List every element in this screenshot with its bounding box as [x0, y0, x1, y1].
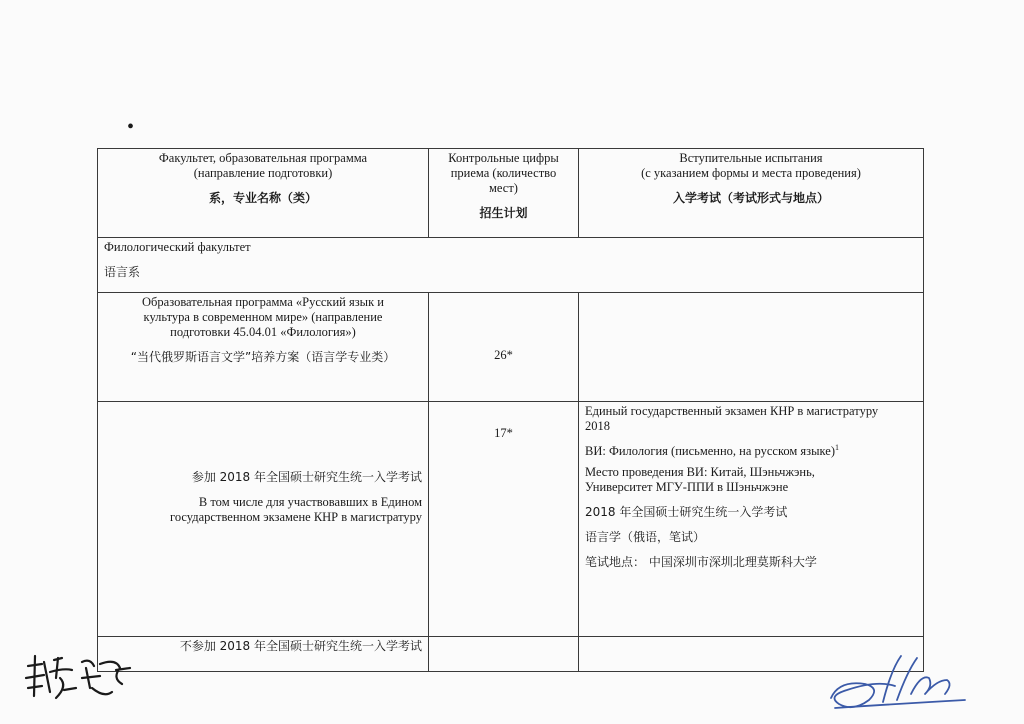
exam-ru-subject	[585, 440, 917, 459]
admission-plan-table	[97, 148, 924, 672]
header-faculty-ru-line1: Факультет, образовательная программа	[158, 151, 368, 165]
faculty-cell	[98, 238, 924, 293]
exam-ru-location-line2: Университет МГУ-ППИ в Шэньчжэне	[585, 480, 789, 495]
header-col-exams	[579, 149, 924, 238]
non-participants-cell	[98, 637, 429, 672]
bullet-mark: •	[127, 116, 135, 138]
exam-participants-cell	[98, 402, 429, 637]
signature-right	[825, 650, 975, 716]
program-exams-cell	[579, 293, 924, 402]
exam-cn-title: 2018 年全国硕士研究生统一入学考试	[585, 505, 788, 520]
header-faculty-ru-line2: (направление подготовки)	[193, 166, 333, 180]
exam-participants-ru-line2: государственном экзамене КНР в магистратуру	[170, 510, 422, 524]
signature-left	[20, 648, 140, 708]
table-header-row	[98, 149, 924, 238]
exam-details-cell	[579, 402, 924, 637]
header-faculty-cn: 系，专业名称（类）	[208, 191, 317, 205]
exam-ru-subject-text: ВИ: Филология (письменно, на русском языке)	[585, 444, 835, 459]
program-ru-line1: Образовательная программа «Русский язык и	[142, 295, 384, 309]
header-quota-ru-line2: приема (количество	[450, 166, 557, 180]
non-participants-row	[98, 637, 924, 672]
exam-quota-value: 17*	[494, 426, 513, 440]
exam-ru-location-line1: Место проведения ВИ: Китай, Шэньчжэнь,	[585, 465, 815, 480]
exam-participants-cn: 参加 2018 年全国硕士研究生统一入学考试	[191, 470, 422, 484]
program-name-cell	[98, 293, 429, 402]
header-quota-ru-line3: мест)	[489, 181, 518, 195]
program-ru-line3: подготовки 45.04.01 «Филология»)	[170, 325, 356, 339]
exam-row	[98, 402, 924, 637]
exam-cn-subject: 语言学（俄语，笔试）	[585, 530, 706, 545]
exam-ru-title-line1: Единый государственный экзамен КНР в магистратуру	[585, 404, 879, 418]
program-row	[98, 293, 924, 402]
non-participants-cn: 不参加 2018 年全国硕士研究生统一入学考试	[179, 639, 422, 653]
program-quota-value: 26*	[494, 347, 513, 362]
faculty-name-cn: 语言系	[104, 265, 141, 279]
exam-participants-ru-line1: В том числе для участвовавших в Едином	[198, 495, 422, 509]
header-exams-ru-line2: (с указанием формы и места проведения)	[641, 166, 861, 180]
exam-ru-title-line2: 2018	[585, 419, 610, 433]
program-ru-line2: культура в современном мире» (направление	[143, 310, 383, 324]
faculty-row	[98, 238, 924, 293]
faculty-name-ru: Филологический факультет	[104, 240, 251, 254]
header-col-faculty	[98, 149, 429, 238]
header-quota-ru-line1: Контрольные цифры	[448, 151, 559, 165]
program-cn: “当代俄罗斯语言文学”培养方案（语言学专业类）	[130, 350, 396, 364]
program-quota-cell	[429, 293, 579, 402]
header-quota-cn: 招生计划	[479, 206, 528, 220]
header-exams-ru-line1: Вступительные испытания	[679, 151, 823, 165]
exam-cn-location: 笔试地点： 中国深圳市深圳北理莫斯科大学	[585, 555, 817, 570]
header-col-quota	[429, 149, 579, 238]
header-exams-cn: 入学考试（考试形式与地点）	[672, 191, 829, 205]
exam-quota-cell	[429, 402, 579, 637]
footnote-marker: 1	[835, 443, 839, 452]
non-participants-quota-cell	[429, 637, 579, 672]
